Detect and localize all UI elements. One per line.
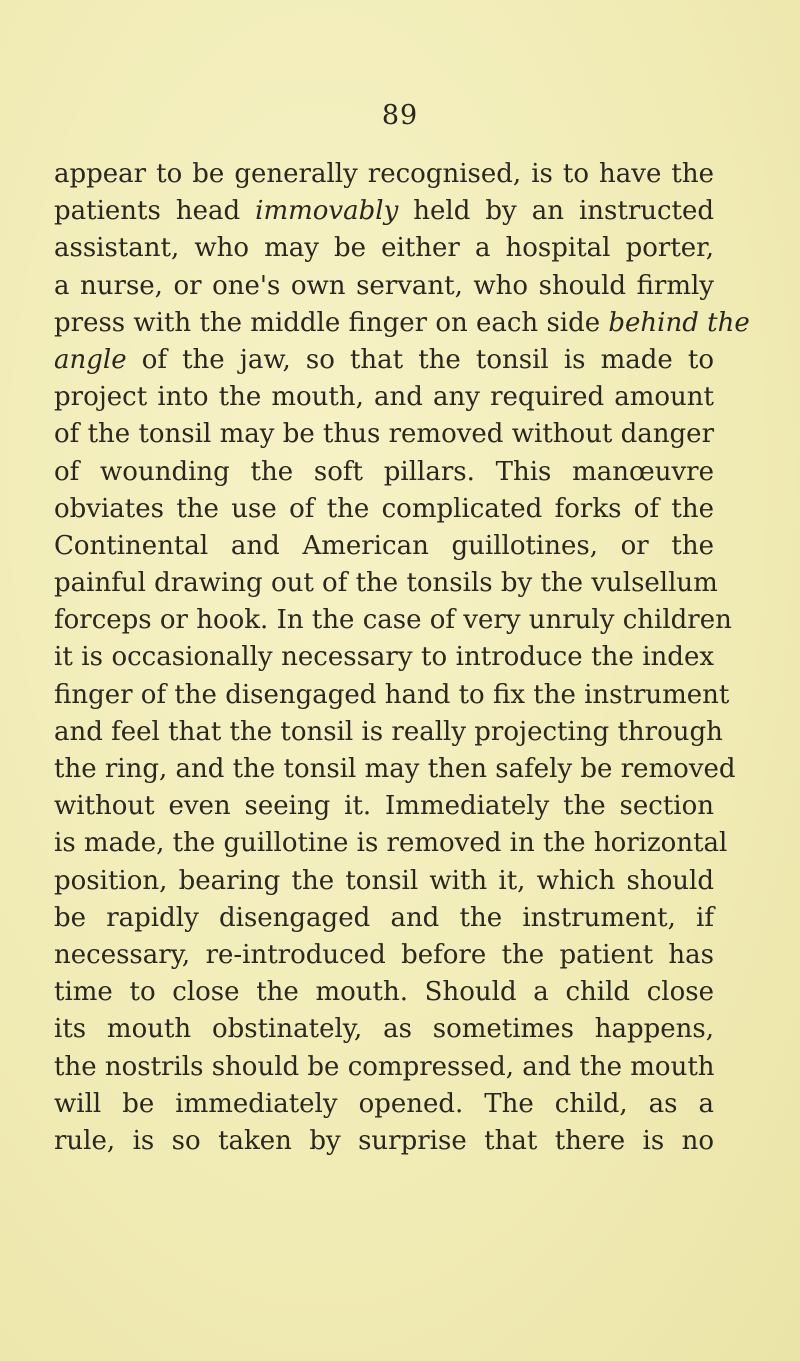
text-segment: press with the middle finger on each side	[54, 307, 601, 338]
text-line-7: project into the mouth, and any required amount	[54, 382, 714, 413]
text-segment: held by an instructed	[413, 196, 715, 227]
text-line-15: finger of the disengaged hand to fix the instrument	[54, 679, 730, 710]
body-paragraph	[54, 156, 750, 1160]
text-line-12: painful drawing out of the tonsils by the vulsellum	[54, 568, 718, 599]
italic-emphasis: angle	[54, 344, 127, 375]
italic-emphasis: behind the	[608, 307, 750, 338]
text-line-16: and feel that the tonsil is really projecting through	[54, 716, 723, 747]
text-line-21: be rapidly disengaged and the instrument, if	[54, 902, 714, 933]
text-line-18: without even seeing it. Immediately the section	[54, 791, 714, 822]
text-line-3: assistant, who may be either a hospital porter,	[54, 233, 714, 264]
text-line-6	[54, 342, 714, 379]
text-line-14: it is occasionally necessary to introduce the index	[54, 642, 714, 673]
text-line-11: Continental and American guillotines, or the	[54, 530, 714, 561]
text-line-8: of the tonsil may be thus removed without danger	[54, 419, 714, 450]
text-line-23: time to close the mouth. Should a child close	[54, 977, 714, 1008]
text-line-13: forceps or hook. In the case of very unruly children	[54, 605, 732, 636]
text-line-10: obviates the use of the complicated forks of the	[54, 493, 714, 524]
text-line-9: of wounding the soft pillars. This manœuvre	[54, 456, 714, 487]
text-segment: patients head	[54, 196, 241, 227]
text-line-26: will be immediately opened. The child, as a	[54, 1088, 714, 1119]
italic-emphasis: immovably	[255, 196, 399, 227]
text-line-25: the nostrils should be compressed, and the mouth	[54, 1051, 715, 1082]
text-line-20: position, bearing the tonsil with it, which should	[54, 865, 714, 896]
text-line-5	[54, 305, 750, 342]
text-line-2	[54, 193, 714, 230]
text-segment: of the jaw, so that the tonsil is made to	[141, 344, 714, 375]
text-line-17: the ring, and the tonsil may then safely be removed	[54, 754, 736, 784]
page-number: 89	[381, 100, 419, 131]
text-line-24: its mouth obstinately, as sometimes happens,	[54, 1014, 714, 1045]
text-line-19: is made, the guillotine is removed in the horizontal	[54, 828, 728, 859]
text-line-1: appear to be generally recognised, is to have the	[54, 159, 714, 189]
text-line-4: a nurse, or one's own servant, who should firmly	[54, 270, 714, 301]
text-line-27: rule, is so taken by surprise that there is no	[54, 1125, 714, 1156]
text-line-22: necessary, re-introduced before the patient has	[54, 939, 714, 970]
